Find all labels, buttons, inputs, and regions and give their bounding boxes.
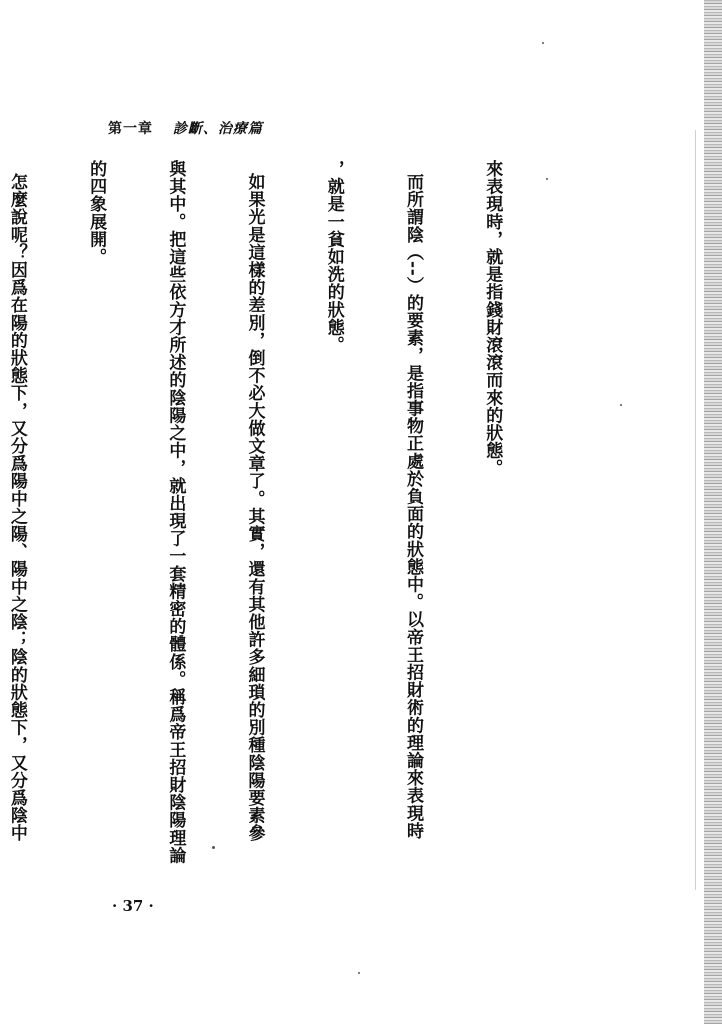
scan-speck	[542, 42, 544, 44]
text-column: 與其中。把這些依方才所述的陰陽之中，就出現了一套精密的體係。稱爲帝王招財陰陽理論	[165, 160, 186, 864]
text-column: ，就是一貧如洗的狀態。	[323, 160, 344, 354]
text-column: 的四象展開。	[86, 160, 107, 266]
chapter-label: 第一章	[108, 121, 153, 137]
scan-speck	[358, 972, 360, 974]
text-column: 來表現時，就是指錢財滾滾而來的狀態。	[482, 160, 503, 477]
scan-speck	[546, 178, 548, 180]
section-title: 診斷、治療篇	[172, 121, 263, 137]
text-column: 而所謂陰（--）的要素，是指事物正處於負面的狀態中。以帝王招財術的理論來表現時	[402, 160, 423, 840]
binding-gutter	[704, 0, 722, 1024]
scan-speck	[212, 846, 215, 849]
text-column: 如果光是這樣的差別，倒不必大做文章了。其實，還有其他許多細瑣的別種陰陽要素參	[244, 160, 265, 842]
vertical-body-text	[0, 160, 558, 864]
running-header	[108, 118, 263, 138]
text-column: 怎麼說呢？因爲在陽的狀態下，又分爲陽中之陽、陽中之陰；陰的狀態下，又分爲陰中	[6, 160, 27, 842]
page-edge-line	[695, 130, 696, 890]
scan-speck	[620, 404, 622, 406]
page-number: · 37 ·	[112, 897, 154, 915]
